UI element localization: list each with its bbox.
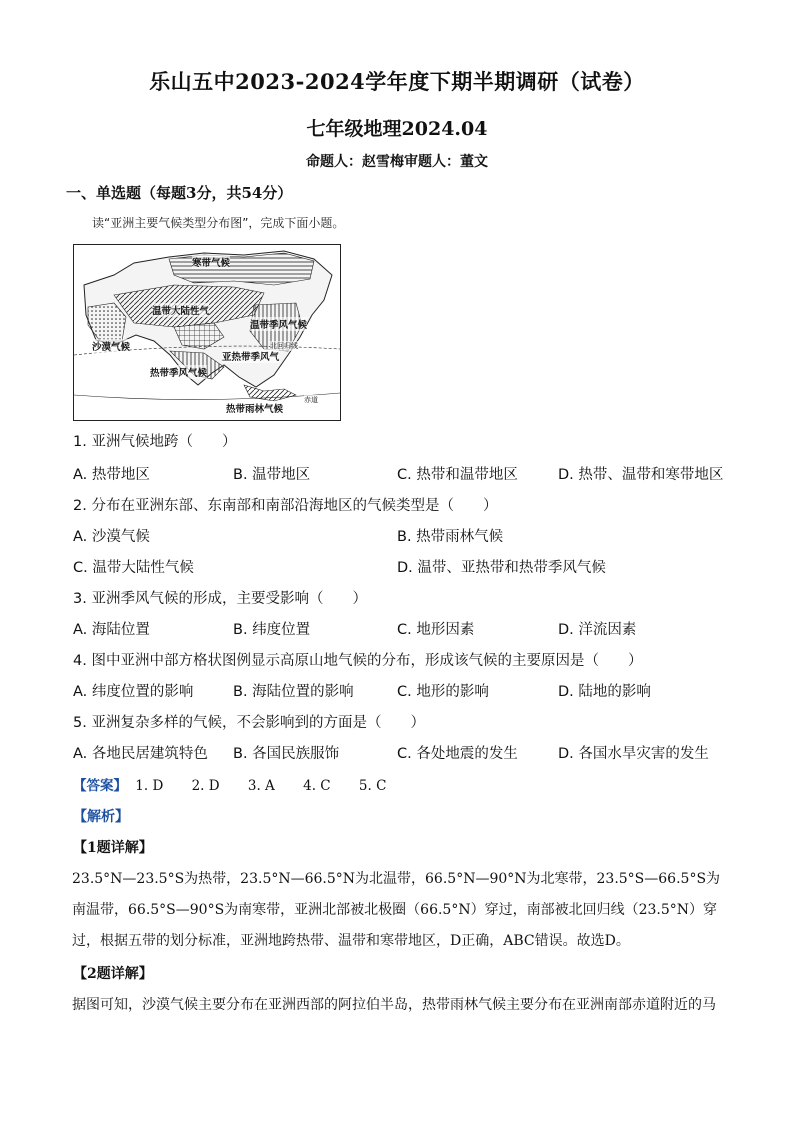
answer-label: 【答案】: [73, 778, 127, 794]
answer-3: 3. A: [247, 778, 275, 794]
q2-option-d[interactable]: D. 温带、亚热带和热带季风气候: [397, 560, 606, 576]
q2-option-b[interactable]: B. 热带雨林气候: [397, 529, 504, 545]
q5-option-b[interactable]: B. 各国民族服饰: [233, 746, 340, 762]
q3-option-a[interactable]: A. 海陆位置: [73, 622, 150, 638]
map-label-tropical-monsoon: 热带季风气候: [150, 365, 207, 379]
q2-option-c[interactable]: C. 温带大陆性气候: [73, 560, 194, 576]
analysis-label: 【解析】: [73, 809, 129, 825]
q4-option-d[interactable]: D. 陆地的影响: [558, 684, 651, 700]
q4-option-c[interactable]: C. 地形的影响: [397, 684, 489, 700]
equator-line: [74, 393, 340, 400]
question-2-stem: 2. 分布在亚洲东部、东南部和南部沿海地区的气候类型是（ ）: [73, 498, 498, 514]
q3-option-c[interactable]: C. 地形因素: [397, 622, 475, 638]
analysis-q2-label: 【2题详解】: [73, 966, 153, 982]
section-intro: 读“亚洲主要气候类型分布图”，完成下面小题。: [92, 216, 345, 230]
analysis-q1-label: 【1题详解】: [73, 840, 153, 856]
question-4-stem: 4. 图中亚洲中部方格状图例显示高原山地气候的分布，形成该气候的主要原因是（ ）: [73, 653, 643, 669]
exam-title: 乐山五中2023-2024学年度下期半期调研（试卷）: [149, 69, 645, 94]
q1-option-a[interactable]: A. 热带地区: [73, 467, 150, 483]
answer-row: [73, 774, 386, 794]
answer-1: 1. D: [135, 778, 164, 794]
map-label-subtropical-monsoon: 亚热带季风气: [222, 349, 279, 363]
answer-4: 4. C: [303, 778, 331, 794]
asia-climate-map: [73, 244, 341, 421]
answer-5: 5. C: [358, 778, 387, 794]
question-3-stem: 3. 亚洲季风气候的形成，主要受影响（ ）: [73, 591, 367, 607]
map-label-tropic: 北回归线: [270, 342, 298, 350]
q3-option-d[interactable]: D. 洋流因素: [558, 622, 637, 638]
map-label-temperate-continental: 温带大陆性气: [152, 303, 209, 317]
map-label-temperate-monsoon: 温带季风气候: [250, 317, 307, 331]
q2-option-a[interactable]: A. 沙漠气候: [73, 529, 150, 545]
answer-2: 2. D: [191, 778, 220, 794]
map-graphic: [74, 245, 340, 420]
analysis-q2-text: 据图可知，沙漠气候主要分布在亚洲西部的阿拉伯半岛，热带雨林气候主要分布在亚洲南部赤道附近的马: [72, 997, 716, 1013]
q1-option-c[interactable]: C. 热带和温带地区: [397, 467, 518, 483]
question-5-stem: 5. 亚洲复杂多样的气候，不会影响到的方面是（ ）: [73, 715, 425, 731]
exam-authors: 命题人：赵雪梅审题人：董文: [306, 154, 488, 170]
cold-zone: [169, 253, 314, 285]
q5-option-c[interactable]: C. 各处地震的发生: [397, 746, 518, 762]
question-1-stem: 1. 亚洲气候地跨（ ）: [73, 434, 237, 450]
analysis-q1-text: 23.5°N—23.5°S为热带，23.5°N—66.5°N为北温带，66.5°N—90°N为北寒带，23.5°S—66.5°S为南温带，66.5°S—90°S为南寒带，亚洲北部被北极圈（66.5°N）穿过，南部被北回归线（23.5°N）穿过，根据五带的划分标准，亚洲地跨热带、温带和寒带地区，D正确，ABC错误。故选D。: [72, 871, 721, 949]
section-heading: 一、单选题（每题3分，共54分）: [66, 184, 293, 202]
q5-option-d[interactable]: D. 各国水旱灾害的发生: [558, 746, 709, 762]
map-label-cold: 寒带气候: [192, 255, 230, 269]
q1-option-d[interactable]: D. 热带、温带和寒带地区: [558, 467, 724, 483]
map-label-rainforest: 热带雨林气候: [226, 401, 283, 415]
q4-option-a[interactable]: A. 纬度位置的影响: [73, 684, 194, 700]
q5-option-a[interactable]: A. 各地民居建筑特色: [73, 746, 208, 762]
map-label-desert: 沙漠气候: [92, 339, 130, 353]
exam-subtitle: 七年级地理2024.04: [306, 118, 488, 140]
q4-option-b[interactable]: B. 海陆位置的影响: [233, 684, 354, 700]
q1-option-b[interactable]: B. 温带地区: [233, 467, 311, 483]
map-label-equator: 赤道: [304, 396, 318, 404]
q3-option-b[interactable]: B. 纬度位置: [233, 622, 311, 638]
